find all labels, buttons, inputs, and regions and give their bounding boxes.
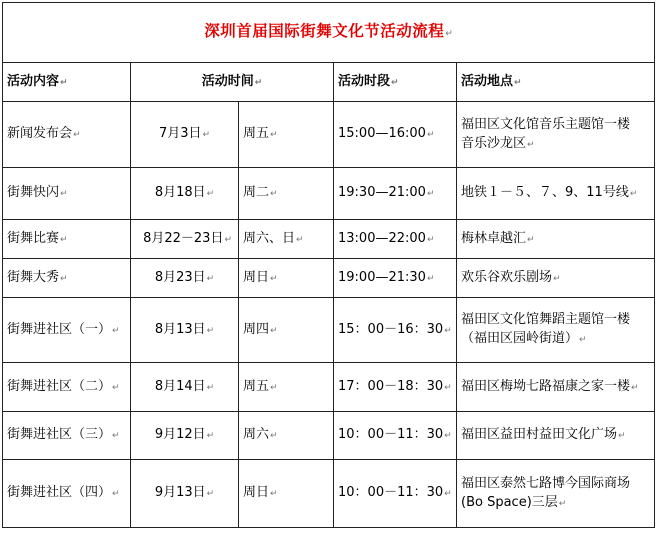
page-title: 深圳首届国际街舞文化节活动流程	[204, 21, 445, 40]
event-period-text: 10：00－11：30	[338, 427, 444, 442]
event-period	[334, 259, 457, 298]
event-place	[457, 298, 655, 363]
event-name-text: 街舞比赛	[7, 230, 60, 246]
event-weekday	[239, 259, 334, 298]
paragraph-mark-icon: ↵	[426, 234, 435, 245]
event-name	[3, 363, 131, 412]
event-place-text: 音乐沙龙区	[461, 135, 527, 151]
event-period	[334, 220, 457, 259]
event-weekday	[239, 168, 334, 220]
paragraph-mark-icon: ↵	[73, 130, 81, 140]
event-date-text: 9月13日	[154, 485, 206, 500]
event-name	[3, 102, 131, 168]
table-row	[3, 460, 655, 528]
event-period	[334, 412, 457, 460]
paragraph-mark-icon: ↵	[631, 382, 639, 393]
event-period-text: 19:00—21:30	[338, 269, 426, 285]
event-date-text: 7月3日	[158, 126, 202, 141]
event-weekday	[239, 412, 334, 460]
paragraph-mark-icon: ↵	[391, 77, 399, 88]
event-place	[457, 460, 655, 528]
event-place	[457, 220, 655, 259]
title-cell	[3, 3, 655, 63]
event-weekday-text: 周五	[243, 126, 270, 141]
event-period	[334, 102, 457, 168]
event-place-text: 欢乐谷欢乐剧场	[461, 269, 553, 285]
event-place-line	[461, 329, 650, 350]
event-date	[131, 460, 239, 528]
paragraph-mark-icon: ↵	[224, 234, 232, 245]
table-row	[3, 220, 655, 259]
event-name-text: 街舞大秀	[7, 269, 60, 285]
table-row	[3, 168, 655, 220]
header-row	[3, 63, 655, 102]
event-name	[3, 460, 131, 528]
event-date	[131, 363, 239, 412]
event-period	[334, 168, 457, 220]
paragraph-mark-icon: ↵	[112, 325, 120, 336]
event-name-text: 街舞进社区（三）	[7, 427, 112, 442]
event-place-line	[461, 493, 650, 514]
table-row	[3, 259, 655, 298]
event-period	[334, 460, 457, 528]
event-date	[131, 220, 239, 259]
event-period-text: 17：00－18：30	[338, 378, 444, 394]
title-row	[3, 3, 655, 63]
paragraph-mark-icon: ↵	[527, 139, 535, 150]
paragraph-mark-icon: ↵	[60, 189, 68, 199]
paragraph-mark-icon: ↵	[270, 489, 278, 499]
paragraph-mark-icon: ↵	[270, 382, 278, 393]
header-content: 活动内容↵	[3, 63, 131, 102]
event-place-text: （福田区园岭街道）	[461, 331, 579, 346]
paragraph-mark-icon: ↵	[270, 273, 278, 284]
event-place-text: 福田区文化馆音乐主题馆一楼	[461, 116, 631, 132]
paragraph-mark-icon: ↵	[444, 431, 452, 441]
paragraph-mark-icon: ↵	[618, 431, 626, 441]
paragraph-mark-icon: ↵	[296, 234, 304, 245]
event-place-line	[461, 377, 650, 398]
event-place-text: 福田区泰然七路博今国际商场	[461, 475, 631, 491]
event-date	[131, 298, 239, 363]
paragraph-mark-icon: ↵	[206, 431, 215, 441]
paragraph-mark-icon: ↵	[270, 189, 278, 199]
paragraph-mark-icon: ↵	[558, 498, 567, 509]
paragraph-mark-icon: ↵	[444, 325, 452, 336]
event-name	[3, 220, 131, 259]
event-place	[457, 363, 655, 412]
event-place-text: 福田区益田村益田文化广场	[461, 427, 618, 442]
event-date-text: 8月14日	[154, 378, 206, 394]
event-weekday	[239, 460, 334, 528]
paragraph-mark-icon: ↵	[514, 77, 522, 88]
event-period-text: 15:00—16:00	[338, 126, 426, 141]
paragraph-mark-icon: ↵	[629, 189, 638, 199]
event-name-text: 街舞进社区（一）	[7, 321, 112, 337]
event-period	[334, 363, 457, 412]
paragraph-mark-icon: ↵	[444, 489, 452, 499]
paragraph-mark-icon: ↵	[445, 28, 453, 39]
paragraph-mark-icon: ↵	[254, 77, 263, 88]
event-place	[457, 412, 655, 460]
event-name-text: 街舞进社区（四）	[7, 485, 112, 500]
event-date-text: 9月12日	[154, 427, 206, 442]
event-name-text: 新闻发布会	[7, 126, 73, 141]
event-place-line	[461, 134, 650, 155]
event-place-line	[461, 268, 650, 289]
paragraph-mark-icon: ↵	[206, 489, 215, 499]
table-row	[3, 102, 655, 168]
event-date	[131, 168, 239, 220]
paragraph-mark-icon: ↵	[206, 325, 215, 336]
event-date	[131, 412, 239, 460]
schedule-table	[2, 2, 655, 528]
event-place-line	[461, 474, 650, 493]
event-place-text: 福田区梅坳七路福康之家一楼	[461, 378, 631, 394]
event-name-text: 街舞进社区（二）	[7, 378, 112, 394]
paragraph-mark-icon: ↵	[553, 273, 561, 284]
paragraph-mark-icon: ↵	[202, 130, 211, 140]
event-weekday	[239, 102, 334, 168]
table-row	[3, 363, 655, 412]
event-place	[457, 168, 655, 220]
header-period: 活动时段↵	[334, 63, 457, 102]
event-place-line	[461, 183, 650, 204]
event-weekday-text: 周四	[243, 321, 270, 337]
event-place	[457, 102, 655, 168]
event-period-text: 13:00—22:00	[338, 230, 426, 246]
paragraph-mark-icon: ↵	[426, 189, 435, 199]
event-date	[131, 102, 239, 168]
paragraph-mark-icon: ↵	[270, 130, 278, 140]
event-period-text: 10：00－11：30	[338, 485, 444, 500]
header-place: 活动地点↵	[457, 63, 655, 102]
event-date-text: 8月22－23日	[143, 230, 224, 246]
paragraph-mark-icon: ↵	[527, 234, 535, 245]
paragraph-mark-icon: ↵	[60, 273, 68, 284]
event-date-text: 8月23日	[154, 269, 206, 285]
paragraph-mark-icon: ↵	[206, 382, 215, 393]
event-place-text: 福田区文化馆舞蹈主题馆一楼	[461, 312, 631, 327]
event-weekday-text: 周日	[243, 269, 270, 285]
paragraph-mark-icon: ↵	[579, 335, 587, 345]
event-place-line	[461, 310, 650, 329]
event-place-line	[461, 229, 650, 250]
table-row	[3, 298, 655, 363]
event-place-line	[461, 115, 650, 134]
paragraph-mark-icon: ↵	[112, 489, 120, 499]
event-weekday-text: 周二	[243, 185, 270, 200]
paragraph-mark-icon: ↵	[60, 77, 68, 88]
schedule-document	[2, 2, 654, 536]
event-place-text: 梅林卓越汇	[461, 230, 527, 246]
paragraph-mark-icon: ↵	[112, 431, 120, 441]
paragraph-mark-icon: ↵	[270, 431, 278, 441]
event-weekday-text: 周六、日	[243, 230, 296, 246]
event-date-text: 8月18日	[154, 185, 206, 200]
event-name	[3, 259, 131, 298]
paragraph-mark-icon: ↵	[206, 189, 215, 199]
event-weekday-text: 周日	[243, 485, 270, 500]
event-weekday	[239, 298, 334, 363]
event-weekday	[239, 220, 334, 259]
paragraph-mark-icon: ↵	[444, 382, 452, 393]
event-place-text: 地铁１－５、７、9、11号线	[461, 185, 629, 200]
event-name	[3, 412, 131, 460]
event-period-text: 15：00－16：30	[338, 321, 444, 337]
header-time: 活动时间↵	[131, 63, 334, 102]
event-weekday-text: 周五	[243, 378, 270, 394]
event-date	[131, 259, 239, 298]
event-date-text: 8月13日	[154, 321, 206, 337]
event-weekday	[239, 363, 334, 412]
paragraph-mark-icon: ↵	[206, 273, 215, 284]
table-row	[3, 412, 655, 460]
event-name-text: 街舞快闪	[7, 185, 60, 200]
event-weekday-text: 周六	[243, 427, 270, 442]
paragraph-mark-icon: ↵	[112, 382, 120, 393]
paragraph-mark-icon: ↵	[426, 130, 435, 140]
event-period	[334, 298, 457, 363]
paragraph-mark-icon: ↵	[270, 325, 278, 336]
event-name	[3, 168, 131, 220]
paragraph-mark-icon: ↵	[426, 273, 435, 284]
paragraph-mark-icon: ↵	[60, 234, 68, 245]
event-name	[3, 298, 131, 363]
event-place-text: (Bo Space)三层	[461, 494, 558, 510]
event-place-line	[461, 425, 650, 446]
event-place	[457, 259, 655, 298]
event-period-text: 19:30—21:00	[338, 185, 426, 200]
